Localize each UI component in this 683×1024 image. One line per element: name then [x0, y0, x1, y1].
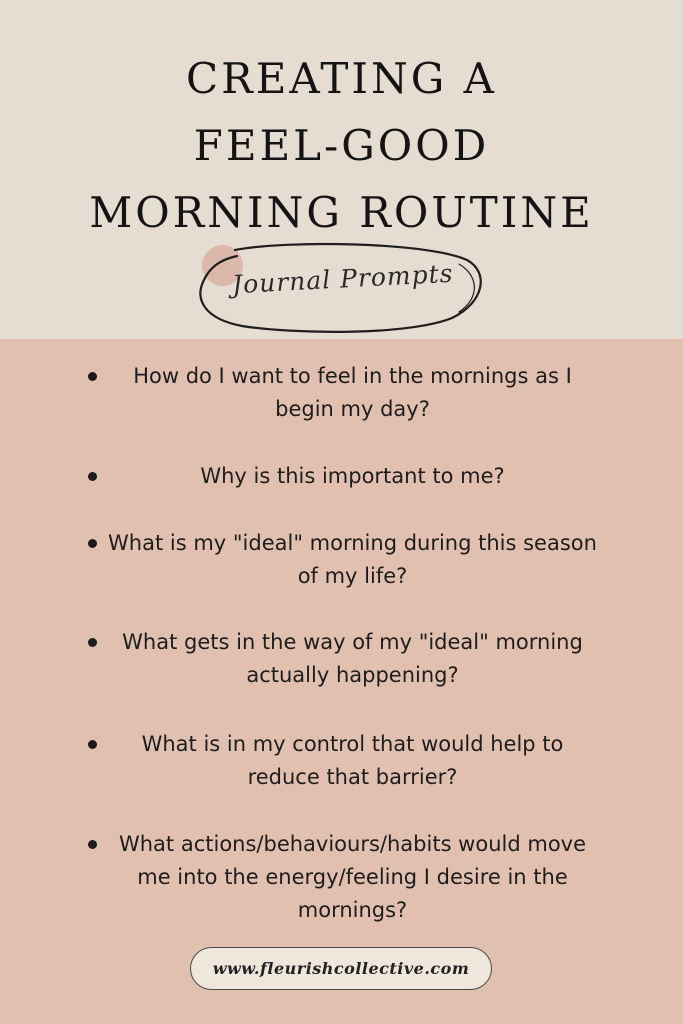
- website-link[interactable]: www.fleurishcollective.com: [190, 947, 492, 990]
- prompt-text: Why is this important to me?: [200, 464, 505, 488]
- bullet-icon: [88, 539, 97, 548]
- bullet-icon: [88, 372, 97, 381]
- title-line-3: MORNING ROUTINE: [89, 188, 594, 237]
- bullet-icon: [88, 638, 97, 647]
- prompt-text: What is my "ideal" morning during this season of my life?: [108, 531, 597, 588]
- bullet-icon: [88, 840, 97, 849]
- page-title: [0, 45, 683, 246]
- subtitle: Journal Prompts: [231, 258, 455, 300]
- prompt-text: What gets in the way of my "ideal" morning actually happening?: [122, 630, 583, 687]
- bullet-icon: [88, 472, 97, 481]
- title-line-2: FEEL-GOOD: [193, 121, 490, 170]
- prompt-text: How do I want to feel in the mornings as I begin my day?: [133, 364, 572, 421]
- title-line-1: CREATING A: [185, 54, 498, 103]
- bullet-icon: [88, 740, 97, 749]
- prompt-text: What actions/behaviours/habits would move me into the energy/feeling I desire in the mornings?: [118, 832, 587, 922]
- prompt-text: What is in my control that would help to reduce that barrier?: [141, 732, 564, 789]
